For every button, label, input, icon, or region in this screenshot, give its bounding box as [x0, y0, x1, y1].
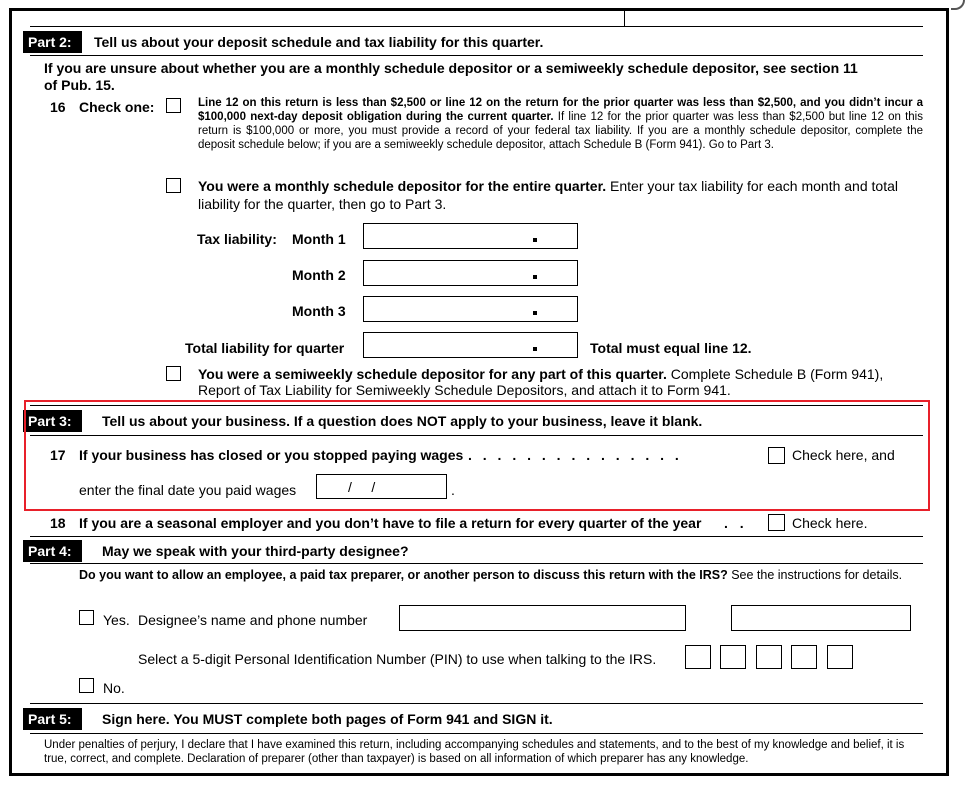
pin-digit-2[interactable] [720, 645, 746, 669]
option2-rest: Enter your tax liability for each month and total liability for the quarter, then go to Part 3. [198, 178, 898, 212]
part5-header [23, 708, 923, 730]
designee-name-input[interactable] [399, 605, 686, 631]
part5-title: Sign here. You MUST complete both pages of Form 941 and SIGN it. [102, 711, 553, 727]
option3-checkbox[interactable] [166, 366, 181, 381]
part4-top-rule [30, 536, 923, 537]
month2-input[interactable] [363, 260, 578, 286]
option1-rest: If line 12 for the prior quarter was less than $2,500 but line 12 on this return is $100,000 or more, you must provide a record of your federal tax liability. If you are a monthly schedule depositor, complete the deposit schedule below; if you are a semiweekly schedule depositor, attach Schedule B (Form 941). Go to Part 3. [198, 111, 923, 151]
total-liability-input[interactable] [363, 332, 578, 358]
part2-label: Part 2: [23, 31, 82, 53]
option2-checkbox[interactable] [166, 178, 181, 193]
part2-title: Tell us about your deposit schedule and tax liability for this quarter. [94, 34, 544, 50]
line18-checkbox[interactable] [768, 514, 785, 531]
part4-question-rest: See the instructions for details. [731, 568, 903, 582]
part2-intro-line2: of Pub. 15. [44, 77, 115, 93]
part2-header [23, 31, 923, 53]
option3-rest: Complete Schedule B (Form 941), Report of Tax Liability for Semiweekly Schedule Depositors, and attach it to Form 941. [198, 366, 884, 398]
total-note: Total must equal line 12. [590, 340, 752, 356]
part5-rule [30, 733, 923, 734]
total-liability-label: Total liability for quarter [185, 340, 345, 356]
option3-bold: You were a semiweekly schedule depositor for any part of this quarter. [198, 366, 667, 382]
month2-label: Month 2 [292, 267, 346, 283]
month3-label: Month 3 [292, 303, 346, 319]
part4-question [79, 566, 909, 584]
line18-dots: . . [724, 515, 748, 531]
month1-label: Month 1 [292, 231, 346, 247]
part5-label: Part 5: [23, 708, 82, 730]
option2-bold: You were a monthly schedule depositor for the entire quarter. [198, 178, 607, 194]
line18-number: 18 [50, 515, 66, 531]
part4-header [23, 540, 923, 562]
part3-highlight [24, 400, 930, 511]
line17-number: 17 [50, 447, 66, 463]
line18-check-label: Check here. [792, 515, 868, 531]
part2-rule [30, 55, 923, 56]
pin-digit-3[interactable] [756, 645, 782, 669]
month1-input[interactable] [363, 223, 578, 249]
option1-checkbox[interactable] [166, 98, 181, 113]
pin-digit-5[interactable] [827, 645, 853, 669]
option1-text [198, 96, 923, 152]
part3-title: Tell us about your business. If a question does NOT apply to your business, leave it blank. [102, 413, 703, 429]
designee-label: Designee’s name and phone number [138, 612, 368, 628]
pin-digit-1[interactable] [685, 645, 711, 669]
option2-text [198, 177, 923, 213]
final-date-period: . [451, 482, 455, 498]
part4-question-bold: Do you want to allow an employee, a paid tax preparer, or another person to discuss this return with the IRS? [79, 568, 728, 582]
option3-text [198, 366, 923, 398]
pin-digit-4[interactable] [791, 645, 817, 669]
date-separators: / / [348, 479, 376, 495]
line16-number: 16 [50, 99, 66, 115]
line17-check-label: Check here, and [792, 447, 895, 463]
no-checkbox[interactable] [79, 678, 94, 693]
top-rule [30, 26, 923, 27]
part5-top-rule [30, 703, 923, 704]
part4-rule [30, 563, 923, 564]
top-divider [624, 8, 625, 26]
line16-label: Check one: [79, 99, 155, 115]
perjury-statement: Under penalties of perjury, I declare that I have examined this return, including accompanying schedules and statements, and to the best of my knowledge and belief, it is true, correct, and complete. Declaration of preparer (other than taxpayer) is based on all information of which preparer has any knowledge. [44, 739, 905, 765]
pin-label: Select a 5-digit Personal Identification Number (PIN) to use when talking to the IRS. [138, 651, 657, 667]
line18-text: If you are a seasonal employer and you don’t have to file a return for every quarter of the year [79, 515, 702, 531]
option1-bold: Line 12 on this return is less than $2,500 or line 12 on the return for the prior quarter was less than $2,500, and you didn’t incur a $100,000 next-day deposit obligation during the current quarter. [198, 97, 923, 123]
line17-text: If your business has closed or you stopped paying wages [79, 447, 464, 463]
yes-checkbox[interactable] [79, 610, 94, 625]
part2-intro-line1: If you are unsure about whether you are a monthly schedule depositor or a semiweekly schedule depositor, see section 11 [44, 60, 858, 76]
month3-input[interactable] [363, 296, 578, 322]
tax-liability-label: Tax liability: [197, 231, 277, 247]
corner-mark [951, 0, 965, 10]
no-label: No. [103, 680, 125, 696]
part4-label: Part 4: [23, 540, 82, 562]
part4-title: May we speak with your third-party designee? [102, 543, 409, 559]
final-date-label: enter the final date you paid wages [79, 482, 297, 498]
line17-dots: . . . . . . . . . . . . . . . [468, 447, 683, 463]
designee-phone-input[interactable] [731, 605, 911, 631]
part3-label: Part 3: [23, 410, 82, 432]
yes-label: Yes. [103, 612, 130, 628]
